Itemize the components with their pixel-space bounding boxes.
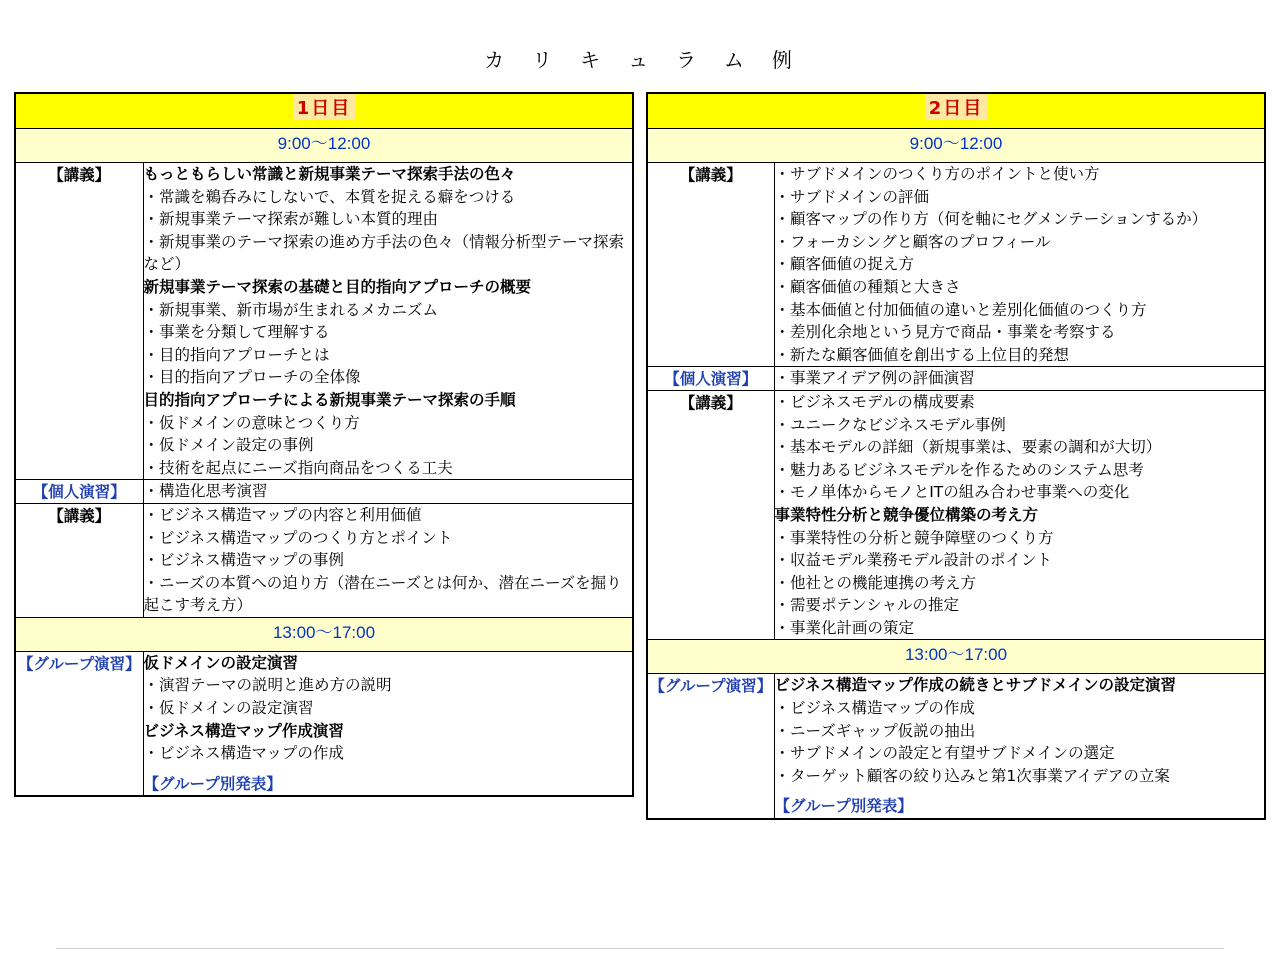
session-content [143,651,633,796]
topic-heading: 目的指向アプローチによる新規事業テーマ探索の手順 [143,390,516,409]
session-type-label: 【講義】 [15,503,143,617]
topic-item: ・演習テーマの説明と進め方の説明 [143,676,392,695]
topic-item: ・需要ポテンシャルの推定 [774,596,960,615]
topic-item: ・ニーズの本質への迫り方（潜在ニーズとは何か、潜在ニーズを掘り起こす考え方） [143,573,622,615]
topic-item: ・魅力あるビジネスモデルを作るためのシステム思考 [774,460,1144,479]
topic-item: ・顧客マップの作り方（何を軸にセグメンテーションするか） [774,210,1208,229]
session-type-label: 【講義】 [647,163,774,367]
topic-item: ・新規事業テーマ探索が難しい本質的理由 [143,210,439,229]
day-header [15,93,633,129]
day-2-schedule-table [646,92,1266,820]
session-content [774,674,1265,819]
topic-item: ・ビジネス構造マップのつくり方とポイント [143,528,453,547]
topic-item: ・サブドメインの評価 [774,187,930,206]
topic-item: ・ターゲット顧客の絞り込みと第1次事業アイデアの立案 [774,766,1170,785]
day-1-schedule-table [14,92,634,797]
session-row [15,651,633,796]
topic-item: ・新規事業、新市場が生まれるメカニズム [143,300,439,319]
morning-time-band-row [15,129,633,163]
topic-item: ・仮ドメインの意味とつくり方 [143,413,360,432]
topic-heading: 仮ドメインの設定演習 [143,653,299,672]
day-header-text: 2日目 [925,94,988,120]
footer-divider [56,948,1224,949]
session-content [143,503,633,617]
topic-item: ・基本モデルの詳細（新規事業は、要素の調和が大切） [774,438,1162,457]
session-content [143,163,633,480]
topic-item: ・新規事業のテーマ探索の進め方手法の色々（情報分析型テーマ探索など） [143,232,625,274]
page-title: カリキュラム例 [484,48,820,72]
topic-item: ・サブドメインのつくり方のポイントと使い方 [774,165,1100,183]
morning-time-band-row [647,129,1265,163]
topic-item: ・事業を分類して理解する [143,323,330,342]
day-header-row [647,93,1265,129]
topic-item: ・ビジネス構造マップの作成 [774,699,975,718]
session-content [774,390,1265,640]
topic-heading: 事業特性分析と競争優位構築の考え方 [774,505,1039,524]
day-header-text: 1日目 [293,94,356,120]
topic-item: ・差別化余地という見方で商品・事業を考察する [774,323,1116,342]
session-content [774,163,1265,367]
topic-item: ・サブドメインの設定と有望サブドメインの選定 [774,744,1115,763]
topic-item: ・事業化計画の策定 [774,618,915,637]
topic-item: ・技術を起点にニーズ指向商品をつくる工夫 [143,458,453,477]
topic-heading: ビジネス構造マップ作成演習 [143,721,344,740]
topic-item: ・顧客価値の種類と大きさ [774,277,961,296]
topic-item: ・モノ単体からモノとITの組み合わせ事業への変化 [774,483,1130,502]
session-row [647,163,1265,367]
topic-item: ・常識を鵜呑みにしないで、本質を捉える癖をつける [143,187,516,206]
afternoon-time-band-row [647,640,1265,674]
session-type-label: 【グループ演習】 [15,651,143,796]
session-type-label: 【個人演習】 [15,480,143,504]
afternoon-time-band: 13:00～17:00 [15,617,633,651]
topic-item: ・基本価値と付加価値の違いと差別化価値のつくり方 [774,300,1147,319]
day-header-row [15,93,633,129]
session-row [647,674,1265,819]
topic-heading: もっともらしい常識と新規事業テーマ探索手法の色々 [143,165,516,183]
topic-item: ・ユニークなビジネスモデル事例 [774,415,1006,434]
topic-item: ・ビジネス構造マップの作成 [143,744,344,763]
session-type-label: 【講義】 [647,390,774,640]
topic-item: ・事業特性の分析と競争障壁のつくり方 [774,528,1054,547]
morning-time-band: 9:00～12:00 [15,129,633,163]
topic-item: ・ビジネス構造マップの内容と利用価値 [143,505,422,524]
topic-heading: ビジネス構造マップ作成の続きとサブドメインの設定演習 [774,676,1176,695]
topic-item: ・顧客価値の捉え方 [774,255,915,274]
session-content [774,367,1265,391]
session-content [143,480,633,504]
session-type-label: 【個人演習】 [647,367,774,391]
topic-item: ・仮ドメイン設定の事例 [143,436,314,455]
session-row [647,390,1265,640]
session-type-label: 【講義】 [15,163,143,480]
topic-item: ・新たな顧客価値を創出する上位目的発想 [774,345,1070,364]
topic-item: ・目的指向アプローチの全体像 [143,368,361,387]
topic-item: ・ビジネス構造マップの事例 [143,551,344,570]
session-row [15,480,633,504]
topic-heading: 新規事業テーマ探索の基礎と目的指向アプローチの概要 [143,277,532,296]
topic-item: ・ニーズギャップ仮説の抽出 [774,721,976,740]
session-row [15,503,633,617]
topic-item: ・他社との機能連携の考え方 [774,573,977,592]
afternoon-time-band: 13:00～17:00 [647,640,1265,674]
group-presentation-label: 【グループ別発表】 [774,797,913,816]
topic-item: ・仮ドメインの設定演習 [143,699,314,718]
afternoon-time-band-row [15,617,633,651]
topic-item: ・収益モデル業務モデル設計のポイント [774,551,1052,570]
group-presentation-label: 【グループ別発表】 [143,774,282,793]
session-row [15,163,633,480]
topic-item: ・フォーカシングと顧客のプロフィール [774,232,1051,251]
topic-item: ・構造化思考演習 [143,482,268,501]
topic-item: ・事業アイデア例の評価演習 [774,369,975,388]
topic-item: ・目的指向アプローチとは [143,345,330,364]
session-type-label: 【グループ演習】 [647,674,774,819]
topic-item: ・ビジネスモデルの構成要素 [774,392,975,411]
day-header [647,93,1265,129]
session-row [647,367,1265,391]
morning-time-band: 9:00～12:00 [647,129,1265,163]
